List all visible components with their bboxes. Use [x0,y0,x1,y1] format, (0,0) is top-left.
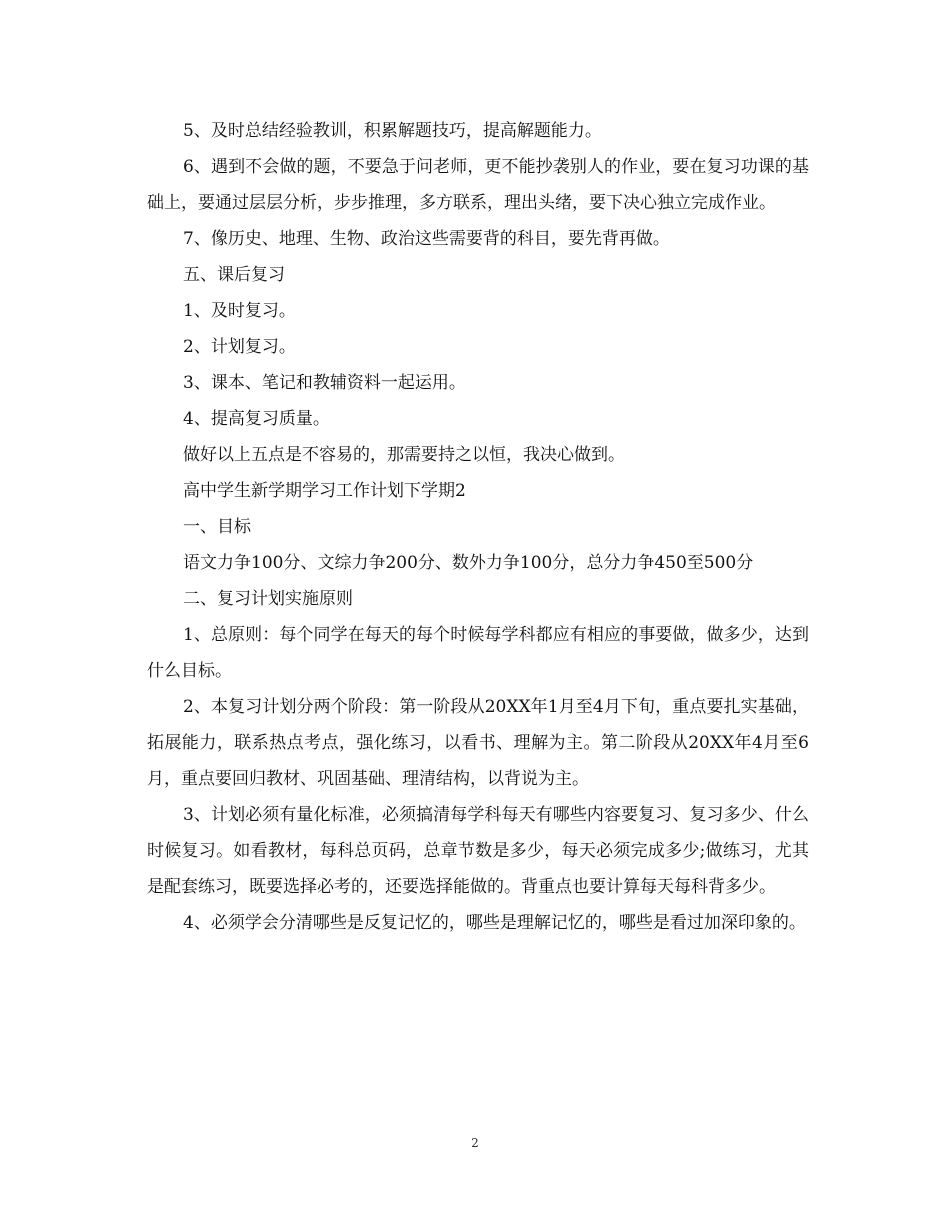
paragraph-tip-7: 7、像历史、地理、生物、政治这些需要背的科目，要先背再做。 [183,229,670,249]
paragraph-review-4: 4、提高复习质量。 [183,409,330,429]
paragraph-principle-4: 4、必须学会分清哪些是反复记忆的，哪些是理解记忆的，哪些是看过加深印象的。 [183,913,806,933]
paragraph-conclusion: 做好以上五点是不容易的，那需要持之以恒，我决心做到。 [183,445,625,465]
paragraph-goals: 语文力争100分、文综力争200分、数外力争100分，总分力争450至500分 [183,553,754,573]
paragraph-review-2: 2、计划复习。 [183,337,296,357]
article-title: 高中学生新学期学习工作计划下学期2 [183,481,466,501]
section-heading-review: 五、课后复习 [183,265,285,285]
section-heading-goals: 一、目标 [183,517,251,537]
paragraph-tip-6: 6、遇到不会做的题，不要急于问老师，更不能抄袭别人的作业，要在复习功课的基础上，要通过层层分析，步步推理，多方联系，理出头绪，要下决心独立完成作业。 [147,157,809,213]
document-body [147,113,809,941]
section-heading-principles: 二、复习计划实施原则 [183,589,353,609]
paragraph-tip-5: 5、及时总结经验教训，积累解题技巧，提高解题能力。 [183,121,602,141]
page-number: 2 [471,1136,479,1150]
paragraph-principle-1: 1、总原则：每个同学在每天的每个时候每学科都应有相应的事要做，做多少，达到什么目标。 [147,625,809,681]
paragraph-principle-2: 2、本复习计划分两个阶段：第一阶段从20XX年1月至4月下旬，重点要扎实基础，拓展能力，联系热点考点，强化练习，以看书、理解为主。第二阶段从20XX年4月至6月，重点要回归教材、巩固基础、理清结构，以背说为主。 [147,697,809,789]
paragraph-review-3: 3、课本、笔记和教辅资料一起运用。 [183,373,466,393]
paragraph-review-1: 1、及时复习。 [183,301,296,321]
paragraph-principle-3: 3、计划必须有量化标准，必须搞清每学科每天有哪些内容要复习、复习多少、什么时候复习。如看教材，每科总页码，总章节数是多少，每天必须完成多少;做练习，尤其是配套练习，既要选择必考的，还要选择能做的。背重点也要计算每天每科背多少。 [147,805,809,897]
